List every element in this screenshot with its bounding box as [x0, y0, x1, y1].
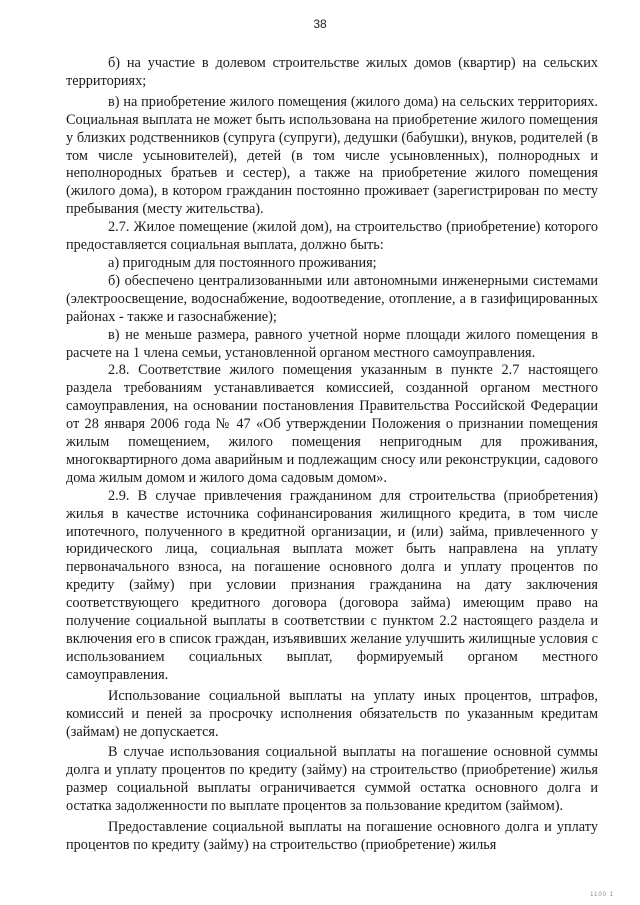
paragraph-item-v: в) на приобретение жилого помещения (жилого дома) на сельских территориях. Социальная выплата не может быть использована на приобретение жилого помещения у близких родственников (супруга (супруги), дедушки (бабушки), внуков, родителей (в том числе усыновителей), детей (в том числе усыновленных), полнородных и неполнородных братьев и сестер), а также на приобретение жилого помещения (жилого дома), в котором гражданин постоянно проживает (зарегистрирован по месту пребывания (месту жительства). [66, 93, 598, 218]
paragraph-item-b: б) на участие в долевом строительстве жилых домов (квартир) на сельских территориях; [66, 55, 598, 89]
paragraph-2-7-a: а) пригодным для постоянного проживания; [108, 254, 377, 271]
paragraph-other-interest: Использование социальной выплаты на уплату иных процентов, штрафов, комиссий и пеней за просрочку исполнения обязательств по указанным кредитам (займам) не допускается. [66, 687, 598, 740]
paragraph-2-7-v: в) не меньше размера, равного учетной норме площади жилого помещения в расчете на 1 члена семьи, установленной органом местного самоуправления. [66, 326, 598, 361]
paragraph-2-7: 2.7. Жилое помещение (жилой дом), на строительство (приобретение) которого предоставляется социальная выплата, должно быть: [66, 219, 598, 254]
paragraph-2-9: 2.9. В случае привлечения гражданином для строительства (приобретения) жилья в качестве источника софинансирования жилищного кредита, в том числе ипотечного, полученного в кредитной организации, и (или) займа, привлеченного у юридического лица, социальная выплата может быть направлена на уплату первоначального взноса, на погашение основного долга и уплату процентов по кредиту (займу) при условии признания гражданина на дату заключения соответствующего кредитного договора (договора займа) имеющим право на получение социальной выплаты в соответствии с пунктом 2.2 настоящего раздела и включения его в список граждан, изъявивших желание улучшить жилищные условия с использованием социальных выплат, формируемый органом местного самоуправления. [66, 487, 598, 683]
page-number: 38 [313, 17, 327, 31]
paragraph-2-7-b: б) обеспечено централизованными или автономными инженерными системами (электроосвещение, водоснабжение, водоотведение, отопление, а в газифицированных районах - также и газоснабжение); [66, 272, 598, 325]
paragraph-provision: Предоставление социальной выплаты на погашение основного долга и уплату процентов по кредиту (займу) на строительство (приобретение) жилья [66, 819, 598, 853]
paragraph-loan-limit: В случае использования социальной выплаты на погашение основной суммы долга и уплату процентов по кредиту (займу) на строительство (приобретение) жилья размер социальной выплаты ограничивается суммой остатка основного долга и остатка задолженности по выплате процентов за пользование кредитом (займом). [66, 744, 598, 815]
document-body [66, 55, 598, 855]
paragraph-2-8: 2.8. Соответствие жилого помещения указанным в пункте 2.7 настоящего раздела требованиям устанавливается комиссией, созданной органом местного самоуправления, на основании постановления Правительства Российской Федерации от 28 января 2006 года № 47 «Об утверждении Положения о признании помещения жилым помещением, жилого помещения непригодным для проживания, многоквартирного дома аварийным и подлежащим сносу или реконструкции, садового дома жилым домом и жилого дома садовым домом». [66, 362, 598, 486]
scan-corner-mark: 1100 1 [590, 892, 614, 898]
